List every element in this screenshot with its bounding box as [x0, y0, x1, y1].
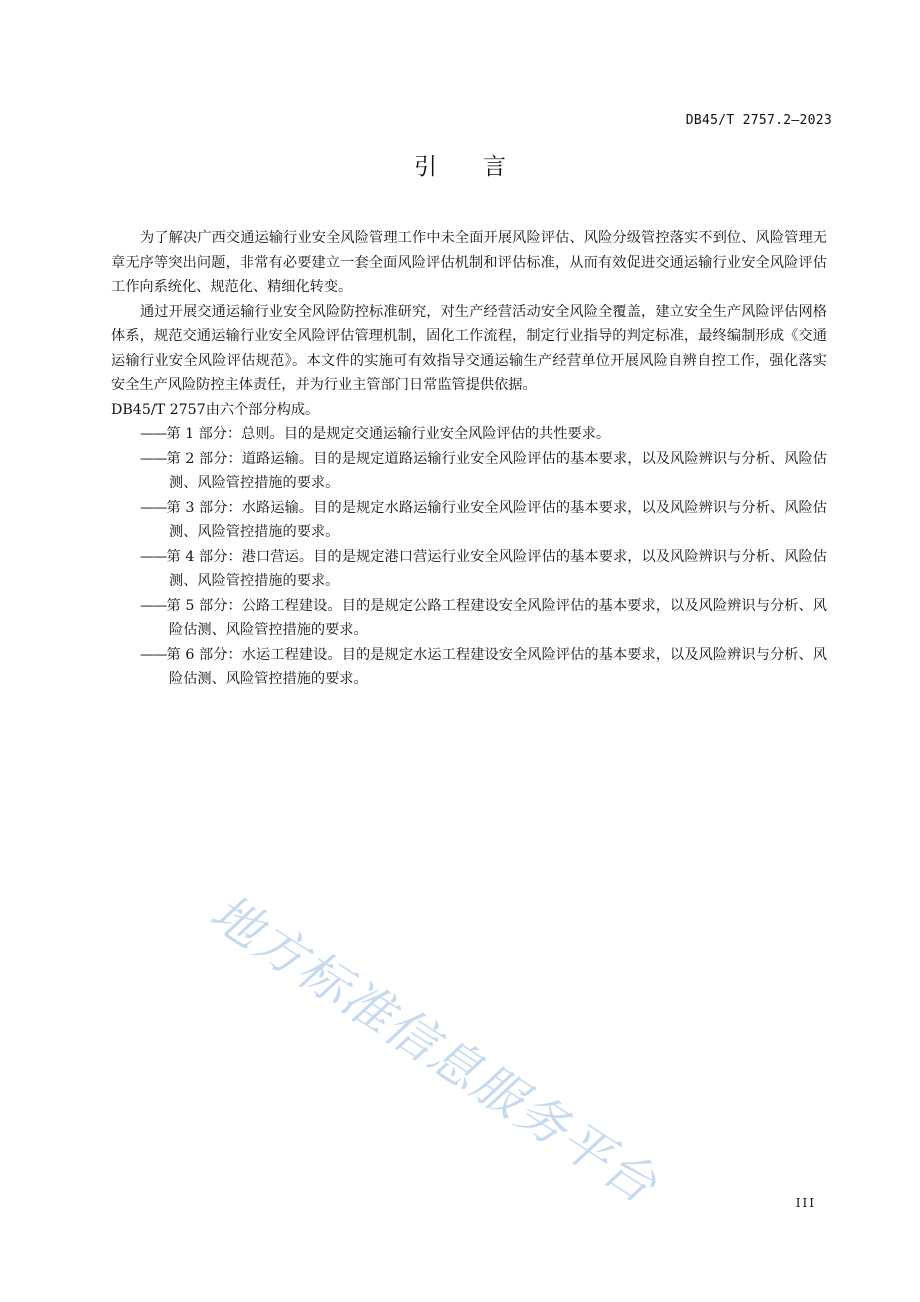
document-code: DB45/T 2757.2—2023 [685, 113, 832, 128]
list-item-part-2 [111, 447, 827, 496]
list-dash: —— [140, 646, 167, 663]
list-item-text: 第 4 部分：港口营运。目的是规定港口营运行业安全风险评估的基本要求，以及风险辨识与分析、风险估测、风险管控措施的要求。 [166, 548, 827, 589]
list-item-text: 第 3 部分：水路运输。目的是规定水路运输行业安全风险评估的基本要求，以及风险辨识与分析、风险估测、风险管控措施的要求。 [166, 499, 827, 540]
list-dash: —— [140, 450, 167, 467]
list-dash: —— [140, 597, 167, 614]
parts-intro: DB45/T 2757由六个部分构成。 [111, 401, 320, 418]
list-dash: —— [140, 499, 167, 516]
list-item-text: 第 1 部分：总则。目的是规定交通运输行业安全风险评估的共性要求。 [166, 426, 611, 442]
page-number: III [795, 1196, 816, 1210]
list-item-text: 第 5 部分：公路工程建设。目的是规定公路工程建设安全风险评估的基本要求，以及风险辨识与分析、风险估测、风险管控措施的要求。 [166, 597, 827, 638]
list-item-text: 第 6 部分：水运工程建设。目的是规定水运工程建设安全风险评估的基本要求，以及风险辨识与分析、风险估测、风险管控措施的要求。 [166, 646, 827, 687]
parts-list [111, 422, 827, 692]
intro-paragraph-2: 通过开展交通运输行业安全风险防控标准研究，对生产经营活动安全风险全覆盖，建立安全生产风险评估网格体系，规范交通运输行业安全风险评估管理机制，固化工作流程，制定行业指导的判定标准，最终编制形成《交通运输行业安全风险评估规范》。本文件的实施可有效指导交通运输生产经营单位开展风险自辨自控工作，强化落实安全生产风险防控主体责任，并为行业主管部门日常监管提供依据。 [111, 303, 827, 393]
list-item-part-3 [111, 496, 827, 545]
list-dash: —— [140, 426, 167, 442]
list-item-part-4 [111, 545, 827, 594]
intro-paragraph-1: 为了解决广西交通运输行业安全风险管理工作中未全面开展风险评估、风险分级管控落实不到位、风险管理无章无序等突出问题，非常有必要建立一套全面风险评估机制和评估标准，从而有效促进交通运输行业安全风险评估工作向系统化、规范化、精细化转变。 [111, 230, 827, 295]
document-body [111, 226, 827, 692]
list-item-text: 第 2 部分：道路运输。目的是规定道路运输行业安全风险评估的基本要求，以及风险辨识与分析、风险估测、风险管控措施的要求。 [166, 450, 827, 491]
section-title: 引言 [414, 154, 552, 180]
list-item-part-5 [111, 594, 827, 643]
list-item-part-1 [111, 422, 827, 447]
list-item-part-6 [111, 643, 827, 692]
watermark: 地方标准信息服务平台 [200, 883, 668, 1215]
list-dash: —— [140, 548, 167, 565]
